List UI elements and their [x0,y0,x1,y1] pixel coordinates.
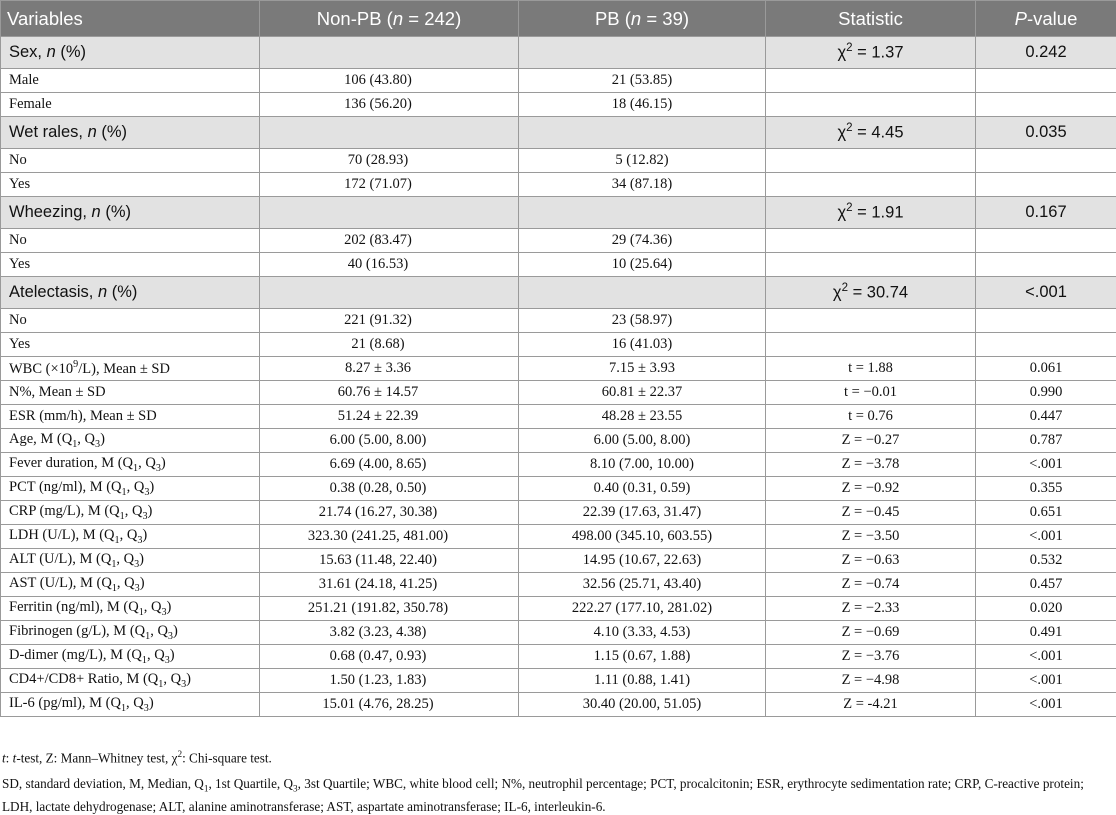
p-value-empty [976,149,1116,173]
statistic-value: Z = −3.76 [766,645,976,669]
statistic-value: Z = −3.78 [766,453,976,477]
p-value-empty [976,93,1116,117]
group-label: Wet rales, n (%) [1,117,260,149]
non-pb-value: 6.00 (5.00, 8.00) [260,429,519,453]
p-value-empty [976,309,1116,333]
p-value: 0.532 [976,549,1116,573]
pb-value: 222.27 (177.10, 281.02) [519,597,766,621]
non-pb-value: 323.30 (241.25, 481.00) [260,525,519,549]
table-row [1,405,1116,429]
pb-value: 32.56 (25.71, 43.40) [519,573,766,597]
group-statistic: $\chi^2 = 4.45$ [766,117,976,149]
table-row [1,93,1116,117]
pb-value: 4.10 (3.33, 4.53) [519,621,766,645]
row-label: No [1,229,260,253]
row-label: No [1,309,260,333]
group-statistic: $\chi^2 = 1.91$ [766,197,976,229]
table-row [1,149,1116,173]
row-label: Fibrinogen (g/L), M ($Q_1$, $Q_3$) [1,621,260,645]
p-value: <.001 [976,453,1116,477]
p-value-empty [976,173,1116,197]
table-row [1,309,1116,333]
statistic-empty [766,333,976,357]
pb-value: 0.40 (0.31, 0.59) [519,477,766,501]
p-value-empty [976,229,1116,253]
p-value-empty [976,69,1116,93]
non-pb-value: 3.82 (3.23, 4.38) [260,621,519,645]
p-value: 0.355 [976,477,1116,501]
pb-value: 29 (74.36) [519,229,766,253]
header-variables: Variables [1,1,260,37]
table-row [1,573,1116,597]
p-value: <.001 [976,693,1116,717]
group-p-value: 0.242 [976,37,1116,69]
group-p-value: 0.167 [976,197,1116,229]
group-empty-cell [260,277,519,309]
row-label: IL-6 (pg/ml), M ($Q_1$, $Q_3$) [1,693,260,717]
p-value: 0.787 [976,429,1116,453]
table-row [1,429,1116,453]
pb-value: 498.00 (345.10, 603.55) [519,525,766,549]
statistic-value: Z = -4.21 [766,693,976,717]
pb-value: 18 (46.15) [519,93,766,117]
non-pb-value: 21 (8.68) [260,333,519,357]
pb-value: 48.28 ± 23.55 [519,405,766,429]
row-label: Ferritin (ng/ml), M ($Q_1$, $Q_3$) [1,597,260,621]
row-label: Male [1,69,260,93]
group-header-row [1,117,1116,149]
row-label: CD4+/CD8+ Ratio, M ($Q_1$, $Q_3$) [1,669,260,693]
row-label: Yes [1,253,260,277]
statistic-empty [766,149,976,173]
row-label: PCT (ng/ml), M ($Q_1$, $Q_3$) [1,477,260,501]
pb-value: 5 (12.82) [519,149,766,173]
group-header-row [1,277,1116,309]
p-value-empty [976,333,1116,357]
table-row [1,645,1116,669]
row-label: N%, Mean ± SD [1,381,260,405]
p-value: 0.061 [976,357,1116,381]
non-pb-value: 221 (91.32) [260,309,519,333]
table-row [1,173,1116,197]
pb-value: 1.11 (0.88, 1.41) [519,669,766,693]
group-empty-cell [519,277,766,309]
statistic-value: Z = −0.92 [766,477,976,501]
table-row [1,333,1116,357]
statistic-empty [766,173,976,197]
non-pb-value: 202 (83.47) [260,229,519,253]
table-row [1,621,1116,645]
table-row [1,381,1116,405]
pb-value: 10 (25.64) [519,253,766,277]
non-pb-value: 0.38 (0.28, 0.50) [260,477,519,501]
p-value: 0.020 [976,597,1116,621]
footnote-tests: t: t-test, Z: Mann–Whitney test, $\chi^2$: Chi-square test. [2,746,1114,766]
row-label: LDH (U/L), M ($Q_1$, $Q_3$) [1,525,260,549]
pb-value: 22.39 (17.63, 31.47) [519,501,766,525]
non-pb-value: 6.69 (4.00, 8.65) [260,453,519,477]
row-label: Yes [1,333,260,357]
group-empty-cell [519,197,766,229]
row-label: Female [1,93,260,117]
group-p-value: 0.035 [976,117,1116,149]
statistic-value: Z = −0.69 [766,621,976,645]
pb-value: 21 (53.85) [519,69,766,93]
row-label: CRP (mg/L), M ($Q_1$, $Q_3$) [1,501,260,525]
statistic-value: Z = −2.33 [766,597,976,621]
statistic-value: t = 1.88 [766,357,976,381]
pb-value: 6.00 (5.00, 8.00) [519,429,766,453]
non-pb-value: 136 (56.20) [260,93,519,117]
table-row [1,453,1116,477]
group-empty-cell [260,117,519,149]
pb-value: 7.15 ± 3.93 [519,357,766,381]
row-label: Age, M ($Q_1$, $Q_3$) [1,429,260,453]
non-pb-value: 21.74 (16.27, 30.38) [260,501,519,525]
statistic-value: Z = −4.98 [766,669,976,693]
p-value: <.001 [976,669,1116,693]
p-value: 0.491 [976,621,1116,645]
table-row [1,229,1116,253]
statistic-value: Z = −3.50 [766,525,976,549]
group-label: Atelectasis, n (%) [1,277,260,309]
header-p-value: P-value [976,1,1116,37]
group-header-row [1,37,1116,69]
row-label: D-dimer (mg/L), M ($Q_1$, $Q_3$) [1,645,260,669]
table-row [1,549,1116,573]
statistic-empty [766,229,976,253]
table-header-row [1,1,1116,37]
non-pb-value: 15.63 (11.48, 22.40) [260,549,519,573]
row-label: Yes [1,173,260,197]
row-label: ALT (U/L), M ($Q_1$, $Q_3$) [1,549,260,573]
table-row [1,501,1116,525]
non-pb-value: 51.24 ± 22.39 [260,405,519,429]
group-label: Wheezing, n (%) [1,197,260,229]
non-pb-value: 8.27 ± 3.36 [260,357,519,381]
p-value: <.001 [976,525,1116,549]
non-pb-value: 0.68 (0.47, 0.93) [260,645,519,669]
group-empty-cell [260,37,519,69]
table-footnotes [0,746,1114,815]
group-empty-cell [519,117,766,149]
table-row [1,669,1116,693]
non-pb-value: 40 (16.53) [260,253,519,277]
statistic-empty [766,93,976,117]
table-row [1,477,1116,501]
header-statistic: Statistic [766,1,976,37]
p-value: 0.990 [976,381,1116,405]
group-statistic: $\chi^2 = 30.74$ [766,277,976,309]
group-header-row [1,197,1116,229]
pb-value: 8.10 (7.00, 10.00) [519,453,766,477]
p-value-empty [976,253,1116,277]
statistic-value: Z = −0.27 [766,429,976,453]
pb-value: 34 (87.18) [519,173,766,197]
row-label: Fever duration, M ($Q_1$, $Q_3$) [1,453,260,477]
pb-value: 30.40 (20.00, 51.05) [519,693,766,717]
non-pb-value: 106 (43.80) [260,69,519,93]
statistic-value: Z = −0.45 [766,501,976,525]
pb-value: 60.81 ± 22.37 [519,381,766,405]
pb-value: 16 (41.03) [519,333,766,357]
statistic-empty [766,69,976,93]
header-non-pb: Non-PB (n = 242) [260,1,519,37]
row-label: WBC $(\times 10^9/L)$, Mean ± SD [1,357,260,381]
row-label: No [1,149,260,173]
group-empty-cell [260,197,519,229]
non-pb-value: 172 (71.07) [260,173,519,197]
non-pb-value: 1.50 (1.23, 1.83) [260,669,519,693]
group-empty-cell [519,37,766,69]
statistic-empty [766,253,976,277]
statistic-value: t = 0.76 [766,405,976,429]
statistic-value: Z = −0.63 [766,549,976,573]
table-row [1,693,1116,717]
statistic-empty [766,309,976,333]
table-row [1,69,1116,93]
p-value: 0.457 [976,573,1116,597]
table-body [1,37,1116,717]
non-pb-value: 15.01 (4.76, 28.25) [260,693,519,717]
non-pb-value: 60.76 ± 14.57 [260,381,519,405]
table-row [1,253,1116,277]
header-pb: PB (n = 39) [519,1,766,37]
non-pb-value: 31.61 (24.18, 41.25) [260,573,519,597]
p-value: 0.447 [976,405,1116,429]
row-label: ESR (mm/h), Mean ± SD [1,405,260,429]
non-pb-value: 251.21 (191.82, 350.78) [260,597,519,621]
pb-value: 23 (58.97) [519,309,766,333]
footnote-abbreviations: SD, standard deviation, M, Median, $Q_1$, 1st Quartile, $Q_3$, 3st Quartile; WBC, white blood cell; N%, neutrophil percentage; PCT, procalcitonin; ESR, erythrocyte sedimentation rate; CRP, C-reactive protein; LDH, lactate dehydrogenase; ALT, alanine aminotransferase; AST, aspartate aminotransferase; IL-6, interleukin-6. [2,775,1114,815]
group-p-value: <.001 [976,277,1116,309]
non-pb-value: 70 (28.93) [260,149,519,173]
p-value: 0.651 [976,501,1116,525]
table-row [1,525,1116,549]
table-row [1,357,1116,381]
pb-value: 14.95 (10.67, 22.63) [519,549,766,573]
p-value: <.001 [976,645,1116,669]
pb-value: 1.15 (0.67, 1.88) [519,645,766,669]
statistic-value: t = −0.01 [766,381,976,405]
group-label: Sex, n (%) [1,37,260,69]
table-row [1,597,1116,621]
row-label: AST (U/L), M ($Q_1$, $Q_3$) [1,573,260,597]
statistic-value: Z = −0.74 [766,573,976,597]
group-statistic: $\chi^2 = 1.37$ [766,37,976,69]
